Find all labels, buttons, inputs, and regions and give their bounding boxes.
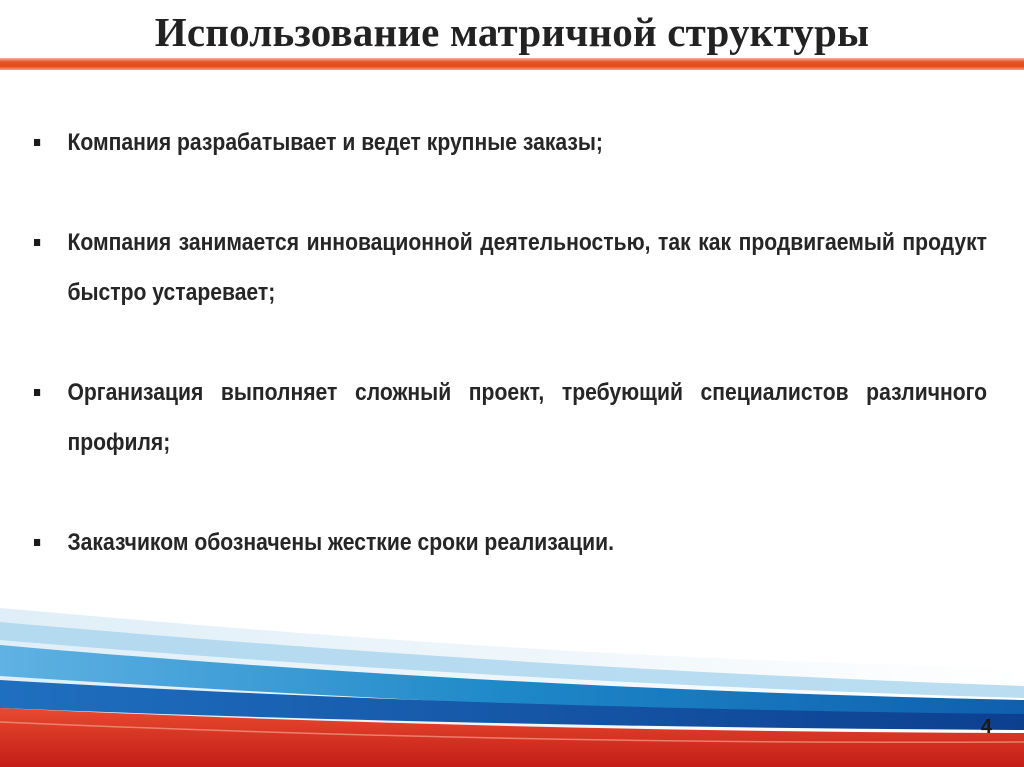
bullet-list — [34, 118, 994, 568]
bullet-item — [34, 118, 987, 168]
square-bullet-icon — [34, 139, 40, 146]
bullet-item — [34, 218, 987, 318]
title-underline — [0, 58, 1024, 70]
bullet-item — [34, 518, 987, 568]
bullet-text: Организация выполняет сложный проект, требующий специалистов различного профиля; — [67, 379, 988, 456]
square-bullet-icon — [34, 539, 40, 546]
bullet-text: Компания разрабатывает и ведет крупные заказы; — [67, 129, 603, 156]
bullet-text: Заказчиком обозначены жесткие сроки реализации. — [67, 529, 615, 556]
square-bullet-icon — [34, 239, 40, 246]
bullet-text: Компания занимается инновационной деятельностью, так как продвигаемый продукт быстро устаревает; — [67, 229, 988, 306]
bullet-item — [34, 368, 987, 468]
square-bullet-icon — [34, 389, 40, 396]
decorative-waves — [0, 590, 1024, 767]
slide-title: Использование матричной структуры — [154, 9, 870, 55]
page-number: 4 — [980, 716, 992, 738]
